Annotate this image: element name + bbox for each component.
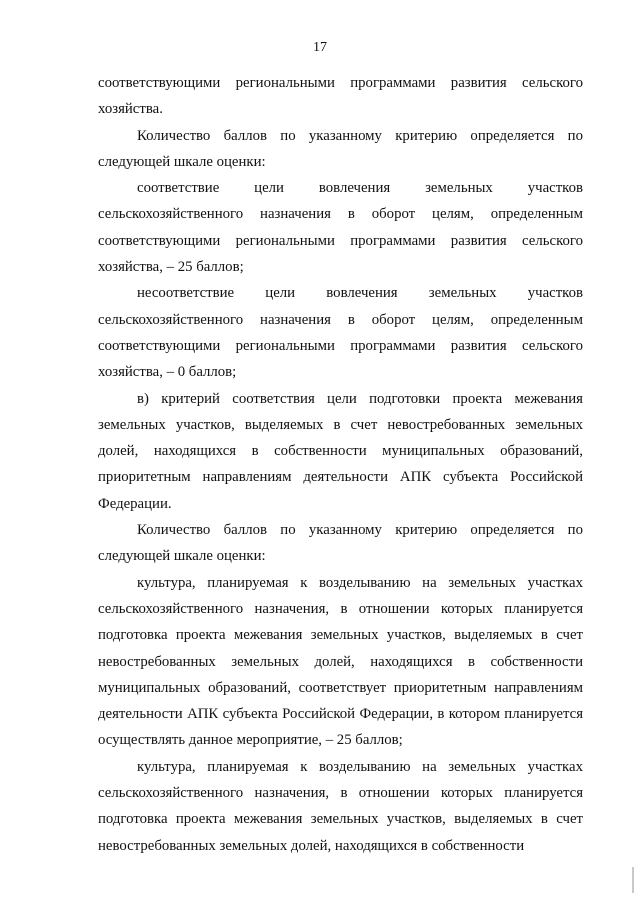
paragraph-culture-continued: культура, планируемая к возделыванию на земельных участках сельскохозяйственного назначения, в отношении которых планируется подготовка проекта межевания земельных участков, выделяемых в счет невостребованных земельных долей, находящихся в собственности [98,758,583,854]
paragraph-scoring-intro-2: Количество баллов по указанному критерию определяется по следующей шкале оценки: [98,522,583,565]
paragraph-scoring-intro-1: Количество баллов по указанному критерию определяется по следующей шкале оценки: [98,127,583,170]
paragraph-criterion-v: в) критерий соответствия цели подготовки проекта межевания земельных участков, выделяемых в счет невостребованных земельных долей, находящихся в собственности муниципальных образований, приоритетным направлениям деятельности АПК субъекта Российской Федерации. [98,390,583,512]
paragraph-match-25: соответствие цели вовлечения земельных участков сельскохозяйственного назначения в оборот целям, определенным соответствующими региональными программами развития сельского хозяйства, – 25 баллов; [98,180,583,276]
document-body [98,70,583,859]
paragraph-continuation: соответствующими региональными программами развития сельского хозяйства. [98,75,583,118]
page-number: 17 [313,40,327,55]
scan-edge-mark [632,867,634,893]
paragraph-culture-25: культура, планируемая к возделыванию на земельных участках сельскохозяйственного назначения, в отношении которых планируется подготовка проекта межевания земельных участков, выделяемых в счет невостребованных земельных долей, находящихся в собственности муниципальных образований, соответствует приоритетным направлениям деятельности АПК субъекта Российской Федерации, в котором планируется осуществлять данное мероприятие, – 25 баллов; [98,574,583,749]
paragraph-mismatch-0: несоответствие цели вовлечения земельных участков сельскохозяйственного назначения в оборот целям, определенным соответствующими региональными программами развития сельского хозяйства, – 0 баллов; [98,285,583,381]
